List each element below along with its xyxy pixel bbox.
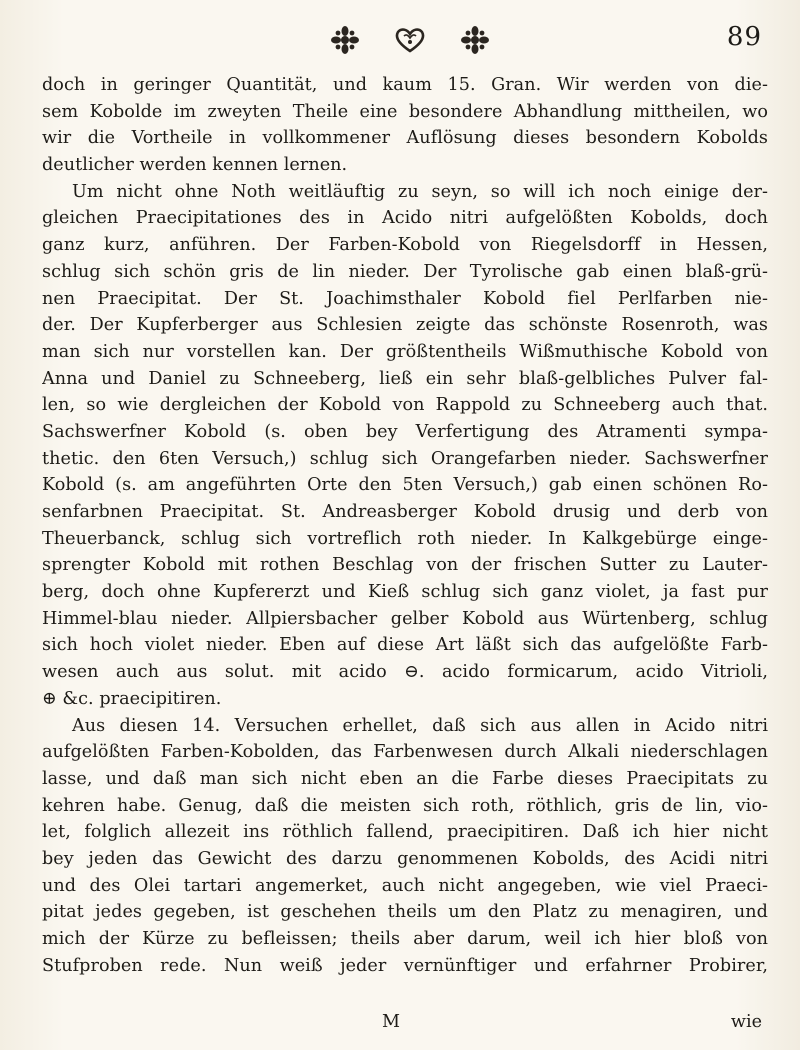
text-line: let, folglich allezeit ins röthlich fallend, praecipitiren. Daß ich hier nicht xyxy=(42,822,768,843)
page-footer xyxy=(42,1012,768,1040)
text-line: bey jeden das Gewicht des darzu genommenen Kobolds, des Acidi nitri xyxy=(42,848,768,869)
body-text xyxy=(42,72,768,1032)
ornament-flower-icon xyxy=(460,25,490,55)
text-line: der. Der Kupferberger aus Schlesien zeigte das schönste Rosenroth, was xyxy=(42,315,768,336)
ornament-flower-icon xyxy=(330,25,360,55)
text-line: berg, doch ohne Kupfererzt und Kieß schlug sich ganz violet, ja fast pur xyxy=(42,582,768,603)
text-line: wir die Vortheile in vollkommener Auflösung dieses besondern Kobolds xyxy=(42,128,768,149)
text-line: schlug sich schön gris de lin nieder. Der Tyrolische gab einen blaß-grü- xyxy=(42,261,768,282)
text-line: len, so wie dergleichen der Kobold von Rappold zu Schneeberg auch that. xyxy=(42,395,768,416)
text-line: ⊕ &c. praecipitiren. xyxy=(42,688,222,709)
text-line: pitat jedes gegeben, ist geschehen theils um den Platz zu menagiren, und xyxy=(42,902,768,923)
text-line: Sachswerfner Kobold (s. oben bey Verfertigung des Atramenti sympa- xyxy=(42,421,768,442)
text-line: sprengter Kobold mit rothen Beschlag von der frischen Sutter zu Lauter- xyxy=(42,555,768,576)
text-line: nen Praecipitat. Der St. Joachimsthaler Kobold fiel Perlfarben nie- xyxy=(42,288,768,309)
text-line: gleichen Praecipitationes des in Acido nitri aufgelößten Kobolds, doch xyxy=(42,208,768,229)
signature-mark: M xyxy=(382,1012,401,1032)
ornament-heart-icon xyxy=(392,25,428,55)
text-line: Aus diesen 14. Versuchen erhellet, daß sich aus allen in Acido nitri xyxy=(72,715,768,736)
text-line: sem Kobolde im zweyten Theile eine besondere Abhandlung mittheilen, wo xyxy=(42,101,768,122)
text-line: Himmel-blau nieder. Allpiersbacher gelber Kobold aus Würtenberg, schlug xyxy=(42,608,768,629)
text-line: sich hoch violet nieder. Eben auf diese Art läßt sich das aufgelößte Farb- xyxy=(42,635,768,656)
text-line: thetic. den 6ten Versuch,) schlug sich Orangefarben nieder. Sachswerfner xyxy=(42,448,768,469)
text-line: doch in geringer Quantität, und kaum 15. Gran. Wir werden von die- xyxy=(42,75,768,95)
text-line: lasse, und daß man sich nicht eben an die Farbe dieses Praecipitats zu xyxy=(42,768,768,789)
text-line: Kobold (s. am angeführten Orte den 5ten Versuch,) gab einen schönen Ro- xyxy=(42,475,768,496)
header-ornaments xyxy=(330,22,490,58)
text-line: wesen auch aus solut. mit acido ⊖. acido formicarum, acido Vitrioli, xyxy=(42,662,768,683)
text-line: Anna und Daniel zu Schneeberg, ließ ein sehr blaß-gelbliches Pulver fal- xyxy=(42,368,768,389)
text-line: Um nicht ohne Noth weitläuftig zu seyn, so will ich noch einige der- xyxy=(72,181,768,202)
catchword: wie xyxy=(730,1012,762,1032)
text-line: kehren habe. Genug, daß die meisten sich roth, röthlich, gris de lin, vio- xyxy=(42,795,768,816)
text-line: senfarbnen Praecipitat. St. Andreasberger Kobold drusig und derb von xyxy=(42,502,768,522)
text-line: deutlicher werden kennen lernen. xyxy=(42,155,348,176)
text-line: aufgelößten Farben-Kobolden, das Farbenwesen durch Alkali niederschlagen xyxy=(42,742,768,763)
text-line: mich der Kürze zu befleissen; theils aber darum, weil ich hier bloß von xyxy=(42,929,768,949)
text-line: und des Olei tartari angemerket, auch nicht angegeben, wie viel Praeci- xyxy=(42,875,768,896)
text-line: Stufproben rede. Nun weiß jeder vernünftiger und erfahrner Probirer, xyxy=(42,955,768,976)
text-line: man sich nur vorstellen kan. Der größtentheils Wißmuthische Kobold von xyxy=(42,341,768,362)
text-line: Theuerbanck, schlug sich vortreflich roth nieder. In Kalkgebürge einge- xyxy=(42,528,768,549)
text-line: ganz kurz, anführen. Der Farben-Kobold von Riegelsdorff in Hessen, xyxy=(42,235,768,256)
page-number: 89 xyxy=(726,22,762,52)
